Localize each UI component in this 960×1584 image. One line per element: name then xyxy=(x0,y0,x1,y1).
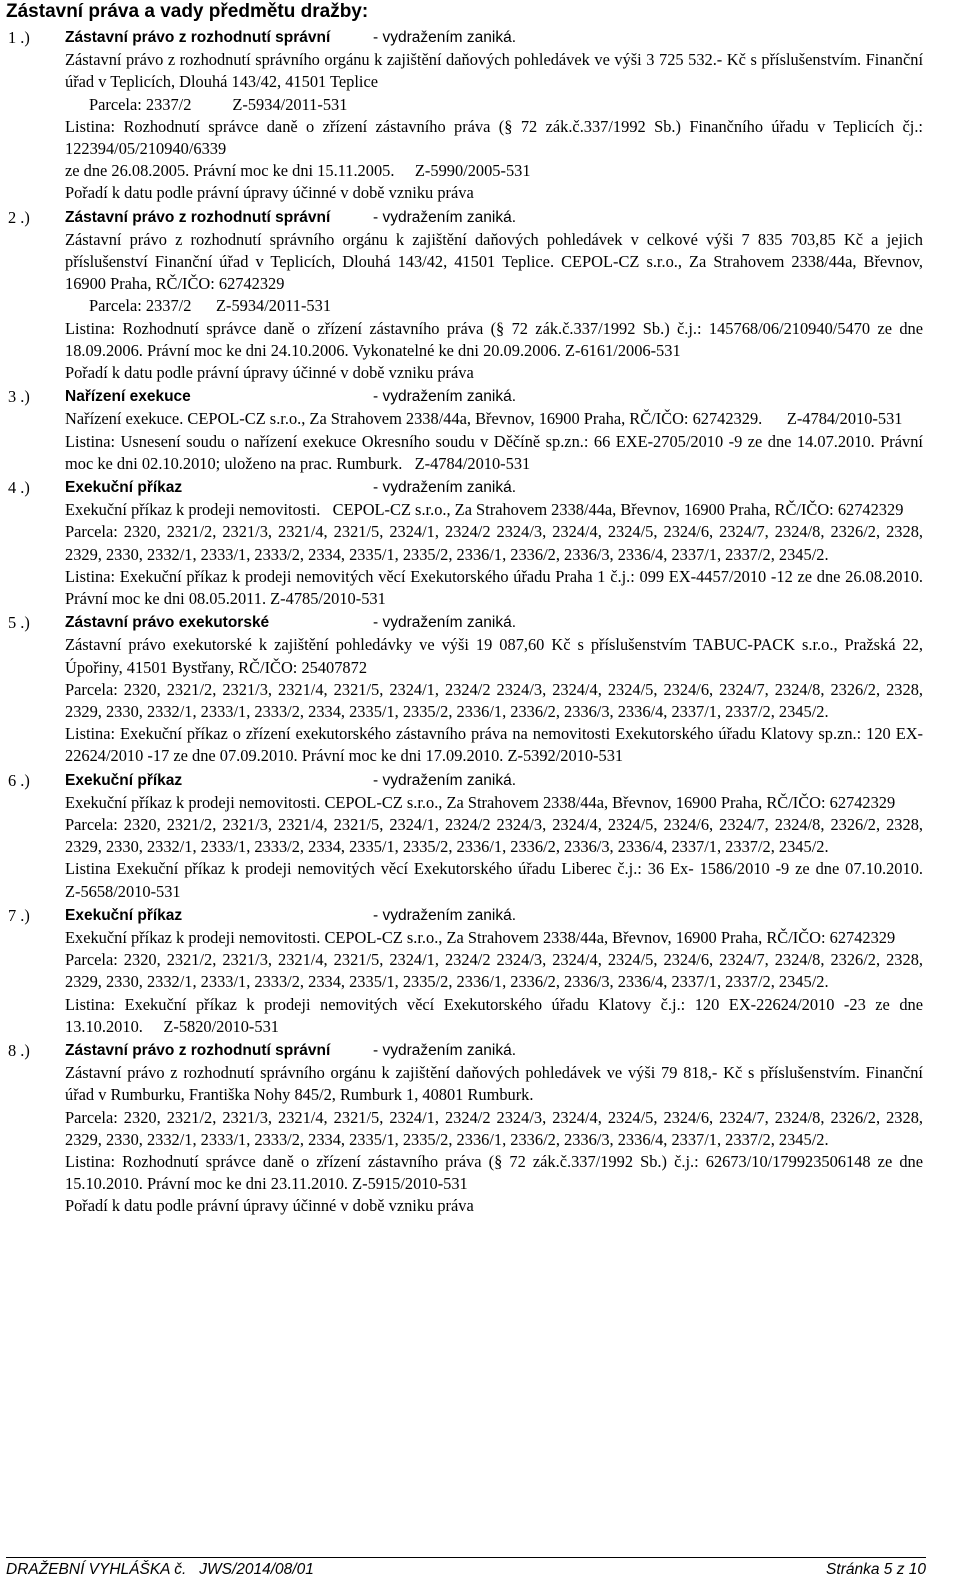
item-number: 4 .) xyxy=(8,478,30,498)
item-title: Exekuční příkaz xyxy=(65,479,183,497)
item-title: Zástavní právo z rozhodnutí správní xyxy=(65,208,331,226)
item-deed: Listina: Rozhodnutí správce daně o zřízení zástavního práva (§ 72 zák.č.337/1992 Sb.) Finančního úřadu v Teplicích čj.: 122394/05/210940/6339 xyxy=(65,116,923,158)
item-text: Zástavní právo z rozhodnutí správního orgánu k zajištění daňových pohledávek ve výši 79 818,- Kč s příslušenstvím. Finanční úřad v Rumburku, Františka Nohy 845/2, Rumburk 1, 40801 Rumburk. xyxy=(65,1063,923,1105)
item-priority: Pořadí k datu podle právní úpravy účinné v době vzniku práva xyxy=(65,363,474,383)
item-deed: Listina: Usnesení soudu o nařízení exekuce Okresního soudu v Děčíně sp.zn.: 66 EXE-2705/2010 -9 ze dne 14.07.2010. Právní moc ke dni 02.10.2010; uloženo na prac. Rumburk. Z-4784/2010-531 xyxy=(65,431,928,473)
item-header xyxy=(0,386,960,408)
item-number: 7 .) xyxy=(8,905,30,925)
item-priority: Pořadí k datu podle právní úpravy účinné v době vzniku práva xyxy=(65,1196,474,1216)
footer-document-id: DRAŽEBNÍ VYHLÁŠKA č. JWS/2014/08/01 xyxy=(6,1561,314,1578)
item-deed: Listina Exekuční příkaz k prodeji nemovitých věcí Exekutorského úřadu Liberec č.j.: 36 Ex- 1586/2010 -9 ze dne 07.10.2010. Z-5658/2010-531 xyxy=(65,859,944,901)
item-status: - vydražením zaniká. xyxy=(373,906,516,924)
item-number: 5 .) xyxy=(8,613,30,633)
item-title: Zástavní právo z rozhodnutí správní xyxy=(65,29,331,46)
list-item xyxy=(0,207,960,385)
list-item xyxy=(0,770,960,903)
item-status: - vydražením zaniká. xyxy=(373,29,516,46)
item-text: Exekuční příkaz k prodeji nemovitosti. CEPOL-CZ s.r.o., Za Strahovem 2338/44a, Břevnov, 16900 Praha, RČ/IČO: 62742329 xyxy=(65,928,896,948)
item-status: - vydražením zaniká. xyxy=(373,479,516,497)
list-item xyxy=(0,477,960,610)
item-deed: Listina: Rozhodnutí správce daně o zřízení zástavního práva (§ 72 zák.č.337/1992 Sb.) č.j.: 62673/10/179923506148 ze dne 15.10.2010. Právní moc ke dni 23.11.2010. Z-5915/2010-531 xyxy=(65,1152,923,1194)
list-item xyxy=(0,27,960,205)
item-date: ze dne 26.08.2005. Právní moc ke dni 15.11.2005. Z-5990/2005-531 xyxy=(65,161,531,181)
item-header xyxy=(0,1040,960,1062)
item-status: - vydražením zaniká. xyxy=(373,388,516,406)
item-parcel: Parcela: 2320, 2321/2, 2321/3, 2321/4, 2321/5, 2324/1, 2324/2 2324/3, 2324/4, 2324/5, 2324/6, 2324/7, 2324/8, 2326/2, 2328, 2329, 2330, 2332/1, 2333/1, 2333/2, 2334, 2335/1, 2335/2, 2336/1, 2336/2, 2336/3, 2336/4, 2337/1, 2337/2, 2345/2. xyxy=(65,950,923,992)
item-deed: Listina: Exekuční příkaz k prodeji nemovitých věcí Exekutorského úřadu Klatovy č.j.: 120 EX-22624/2010 -23 ze dne 13.10.2010. Z-5820/2010-531 xyxy=(65,994,928,1036)
footer-page-number: Stránka 5 z 10 xyxy=(826,1561,926,1578)
item-header xyxy=(0,477,960,499)
item-deed: Listina: Exekuční příkaz k prodeji nemovitých věcí Exekutorského úřadu Praha 1 č.j.: 099 EX-4457/2010 -12 ze dne 26.08.2010. Právní moc ke dni 08.05.2011. Z-4785/2010-531 xyxy=(65,566,923,609)
list-item xyxy=(0,612,960,767)
item-title: Zástavní právo z rozhodnutí správní xyxy=(65,1042,331,1060)
item-title: Exekuční příkaz xyxy=(65,771,183,789)
item-header xyxy=(0,612,960,634)
list-item xyxy=(0,386,960,475)
item-parcel: Parcela: 2337/2 Z-5934/2011-531 xyxy=(89,94,348,114)
item-text: Zástavní právo z rozhodnutí správního orgánu k zajištění daňových pohledávek ve výši 3 725 532.- Kč s příslušenstvím. Finanční úřad v Teplicích, Dlouhá 143/42, 41501 Teplice xyxy=(65,50,923,92)
item-deed: Listina: Rozhodnutí správce daně o zřízení zástavního práva (§ 72 zák.č.337/1992 Sb.) č.j.: 145768/06/210940/5470 ze dne 18.09.2006. Právní moc ke dni 24.10.2006. Vykonatelné ke dni 20.09.2006. Z-6161/2006-531 xyxy=(65,318,923,360)
item-number: 3 .) xyxy=(8,387,30,407)
item-parcel: Parcela: 2320, 2321/2, 2321/3, 2321/4, 2321/5, 2324/1, 2324/2 2324/3, 2324/4, 2324/5, 2324/6, 2324/7, 2324/8, 2326/2, 2328, 2329, 2330, 2332/1, 2333/1, 2333/2, 2334, 2335/1, 2335/2, 2336/1, 2336/2, 2336/3, 2336/4, 2337/1, 2337/2, 2345/2. xyxy=(65,1107,923,1149)
item-status: - vydražením zaniká. xyxy=(373,208,516,226)
item-priority: Pořadí k datu podle právní úpravy účinné v době vzniku práva xyxy=(65,183,474,203)
item-text: Exekuční příkaz k prodeji nemovitosti. CEPOL-CZ s.r.o., Za Strahovem 2338/44a, Břevnov, 16900 Praha, RČ/IČO: 62742329 xyxy=(65,500,904,520)
item-number: 2 .) xyxy=(8,207,30,227)
item-parcel: Parcela: 2320, 2321/2, 2321/3, 2321/4, 2321/5, 2324/1, 2324/2 2324/3, 2324/4, 2324/5, 2324/6, 2324/7, 2324/8, 2326/2, 2328, 2329, 2330, 2332/1, 2333/1, 2333/2, 2334, 2335/1, 2335/2, 2336/1, 2336/2, 2336/3, 2336/4, 2337/1, 2337/2, 2345/2. xyxy=(65,522,923,564)
encumbrance-list xyxy=(0,27,960,1218)
item-title: Exekuční příkaz xyxy=(65,906,183,924)
item-title: Zástavní právo exekutorské xyxy=(65,614,270,632)
item-parcel: Parcela: 2337/2 Z-5934/2011-531 xyxy=(89,296,332,316)
list-item xyxy=(0,1040,960,1218)
item-status: - vydražením zaniká. xyxy=(373,614,516,632)
item-header xyxy=(0,905,960,927)
item-title: Nařízení exekuce xyxy=(65,388,191,406)
item-parcel: Parcela: 2320, 2321/2, 2321/3, 2321/4, 2321/5, 2324/1, 2324/2 2324/3, 2324/4, 2324/5, 2324/6, 2324/7, 2324/8, 2326/2, 2328, 2329, 2330, 2332/1, 2333/1, 2333/2, 2334, 2335/1, 2335/2, 2336/1, 2336/2, 2336/3, 2336/4, 2337/1, 2337/2, 2345/2. xyxy=(65,679,923,722)
page-footer xyxy=(6,1557,926,1582)
item-parcel: Parcela: 2320, 2321/2, 2321/3, 2321/4, 2321/5, 2324/1, 2324/2 2324/3, 2324/4, 2324/5, 2324/6, 2324/7, 2324/8, 2326/2, 2328, 2329, 2330, 2332/1, 2333/1, 2333/2, 2334, 2335/1, 2335/2, 2336/1, 2336/2, 2336/3, 2336/4, 2337/1, 2337/2, 2345/2. xyxy=(65,815,923,857)
item-header xyxy=(0,27,960,49)
item-number: 1 .) xyxy=(8,28,30,47)
list-item xyxy=(0,905,960,1038)
item-header xyxy=(0,770,960,792)
item-text: Zástavní právo z rozhodnutí správního orgánu k zajištění daňových pohledávek v celkové výši 7 835 703,85 Kč a jejich příslušenství Finanční úřad v Teplicích, Dlouhá 143/42, 41501 Teplice. CEPOL-CZ s.r.o., Za Strahovem 2338/44a, Břevnov, 16900 Praha, RČ/IČO: 62742329 xyxy=(65,229,923,294)
item-status: - vydražením zaniká. xyxy=(373,771,516,789)
item-header xyxy=(0,207,960,229)
item-text: Nařízení exekuce. CEPOL-CZ s.r.o., Za Strahovem 2338/44a, Břevnov, 16900 Praha, RČ/IČO: 62742329. Z-4784/2010-531 xyxy=(65,409,903,429)
item-status: - vydražením zaniká. xyxy=(373,1042,516,1060)
item-number: 6 .) xyxy=(8,770,30,790)
item-text: Zástavní právo exekutorské k zajištění pohledávky ve výši 19 087,60 Kč s příslušenstvím TABUC-PACK s.r.o., Pražská 22, Úpořiny, 41501 Bystřany, RČ/IČO: 25407872 xyxy=(65,635,923,677)
page-title: Zástavní práva a vady předmětu dražby: xyxy=(6,1,369,22)
item-text: Exekuční příkaz k prodeji nemovitosti. CEPOL-CZ s.r.o., Za Strahovem 2338/44a, Břevnov, 16900 Praha, RČ/IČO: 62742329 xyxy=(65,792,896,812)
item-deed: Listina: Exekuční příkaz o zřízení exekutorského zástavního práva na nemovitosti Exekutorského úřadu Klatovy sp.zn.: 120 EX-22624/2010 -17 ze dne 07.09.2010. Právní moc ke dni 17.09.2010. Z-5392/2010-531 xyxy=(65,724,923,766)
item-number: 8 .) xyxy=(8,1041,30,1061)
